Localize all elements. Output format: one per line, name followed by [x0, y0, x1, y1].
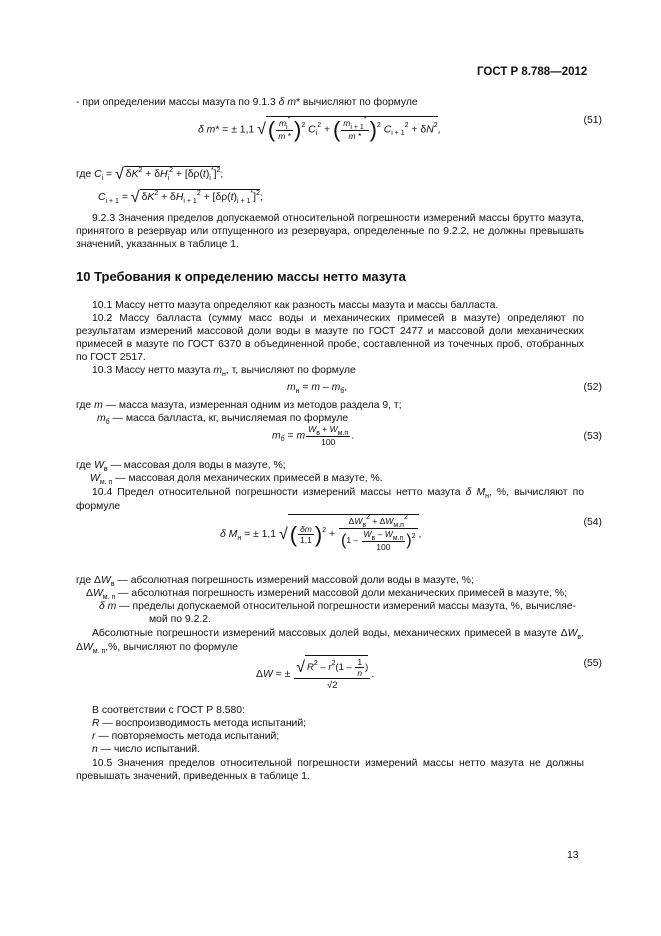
- where-53-wv: где $W_в$ — массовая доля воды в мазуте, %;: [76, 460, 286, 473]
- ci1-definition: $C_{i + 1}$ = √ $\delta K^2 + \delta H_{i + 1}^2 + [\delta\rho(t)_{i + 1}^*]^2$;: [98, 188, 263, 206]
- where-54-dwmp: $\Delta W_{м. п}$ — абсолютная погрешность измерений массовой доли механических примесей в мазуте, %;: [86, 588, 567, 601]
- definition-n: n — число испытаний.: [92, 744, 200, 755]
- paragraph-abs-errors: Абсолютные погрешности измерений массовых долей воды, механических примесей в мазуте $\Delta W_в$, $\Delta W_{м. п},\%$, вычисляют по формуле: [76, 628, 584, 655]
- doc-header: ГОСТ Р 8.788—2012: [477, 66, 588, 78]
- paragraph-10-1: 10.1 Массу нетто мазута определяют как разность массы мазута и массы балласта.: [92, 300, 499, 311]
- where-52-m: где m — масса мазута, измеренная одним из методов раздела 9, т;: [76, 400, 402, 411]
- equation-52-number: (52): [583, 382, 602, 393]
- equation-54: δ $M_н$ = ± 1,1 √( $\frac{\delta m}{1,1}$ )$^2$ + $\Delta W_в^2 + \Delta W_{м.п}^2$ (1 – $\frac{W_в - W_{м.п}}{100}$ )$^2$ ,: [220, 514, 422, 552]
- equation-52: $m_н = m - m_б$,: [287, 382, 348, 395]
- paragraph-9-2-3: 9.2.3 Значения пределов допускаемой относительной погрешности измерений массы брутто мазута, принятого в резервуар или отпущенного из резервуара, определенные по 9.2.2, не должны превышать значений, указанных в таблице 1.: [76, 213, 584, 250]
- where-52-mb: $m_б$ — масса балласта, кг, вычисляемая по формуле: [97, 413, 349, 426]
- section-10-title: 10 Требования к определению массы нетто мазута: [76, 269, 406, 284]
- equation-51-number: (51): [583, 115, 602, 126]
- paragraph-10-4: 10.4 Предел относительной погрешности измерений массы нетто мазута δ $M_н$, %, вычисляют по формуле: [76, 487, 584, 512]
- where-54-dm-cont: мой по 9.2.2.: [149, 614, 211, 625]
- equation-53-number: (53): [583, 431, 602, 442]
- equation-55: ΔW = ± √ $R^2 - r^2(1$ – $\frac{1}{n}$ ) √2 .: [256, 657, 375, 691]
- equation-54-number: (54): [583, 517, 602, 528]
- definition-R: R — воспроизводимость метода испытаний;: [92, 718, 307, 729]
- ci-definition: где $C_i$ = √ $\delta K^2 + \delta H_i^2 + [\delta\rho(t)_i^*]^2$;: [76, 165, 224, 183]
- where-54-dwv: где $\Delta W_в$ — абсолютная погрешность измерений массовой доли воды в мазуте, %;: [76, 575, 474, 588]
- gost-8-580-line: В соответствии с ГОСТ Р 8.580:: [92, 705, 245, 716]
- equation-51: δ m* = ± 1,1 √( $\frac{m_i^*}{m *}$ )$^2$ $C_i^2$ + ( $\frac{m_{i + 1}^*}{m *}$ )$^2$ $C_{i + 1}^2 + \delta N^2$,: [198, 116, 441, 142]
- page-number: 13: [567, 850, 579, 861]
- paragraph-10-2: 10.2 Массу балласта (сумму масс воды и механических примесей в мазуте) определяют по результатам измерений массовой доли воды в мазуте по ГОСТ 2477 и массовой доли механических примесей в мазуте по ГОСТ 6370 в объединенной пробе, составленной из точечных проб, отобранных по ГОСТ 2517.: [76, 313, 584, 363]
- intro-line: - при определении массы мазута по 9.1.3 δ m* вычисляют по формуле: [76, 97, 418, 108]
- paragraph-10-5: 10.5 Значения пределов относительной погрешности измерений массы нетто мазута не должны превышать значений, приведенных в таблице 1.: [76, 758, 584, 782]
- where-54-dm: δ m — пределы допускаемой относительной погрешности измерений массы мазута, %, вычисляе-: [99, 601, 577, 612]
- definition-r: r — повторяемость метода испытаний;: [92, 731, 280, 742]
- where-53-wmp: $W_{м. п}$ — массовая доля механических примесей в мазуте, %.: [90, 473, 383, 486]
- equation-55-number: (55): [583, 658, 602, 669]
- equation-53: $m_б = m$ $\frac{W_в + W_{м.п}}{100}$ .: [272, 424, 355, 447]
- paragraph-10-3: 10.3 Массу нетто мазута $m_н$, т, вычисляют по формуле: [92, 365, 356, 378]
